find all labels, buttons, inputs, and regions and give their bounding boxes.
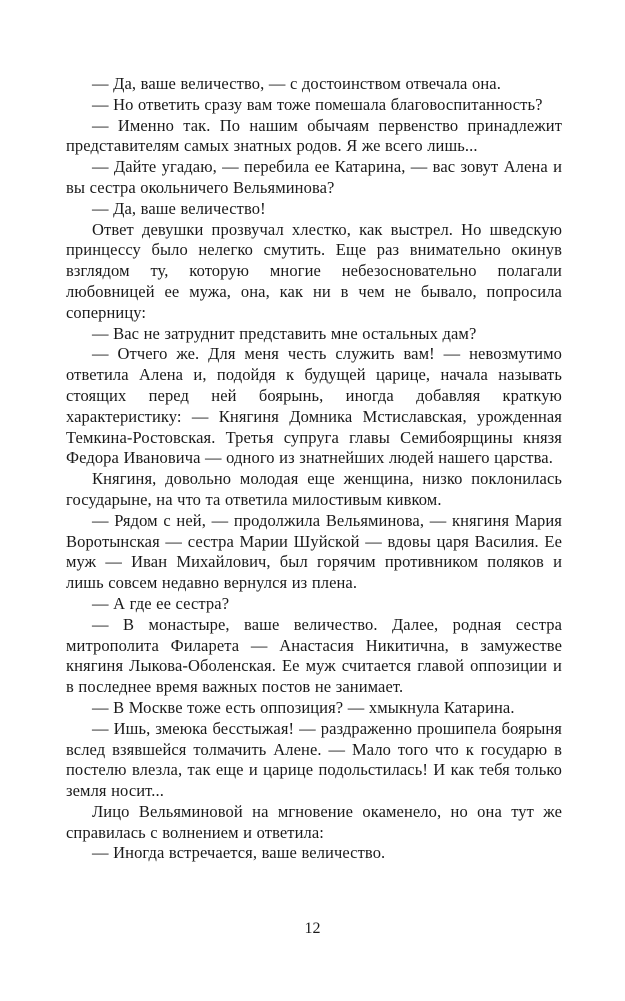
paragraph: — В монастыре, ваше величество. Далее, родная сестра митрополита Филарета — Анастасия Никитична, в замужестве княгиня Лыкова-Оболенская. Ее муж считается главой оппозиции и в последнее время важных постов не занимает. [66,614,562,697]
paragraph: — Иногда встречается, ваше величество. [92,843,386,863]
paragraph: — Ишь, змеюка бесстыжая! — раздраженно прошипела боярыня вслед взявшейся толмачить Алене. — Мало того что к государю в постелю влезла, так еще и царице подольстилась! И как тебя только земля носит... [66,718,562,801]
paragraph: — Дайте угадаю, — перебила ее Катарина, — вас зовут Алена и вы сестра окольничего Вельяминова? [66,157,562,197]
paragraph: — А где ее сестра? [92,593,230,613]
page-number: 12 [304,920,321,937]
paragraph: — В Москве тоже есть оппозиция? — хмыкнула Катарина. [92,697,515,717]
paragraph: — Да, ваше величество! [92,198,266,218]
paragraph: Княгиня, довольно молодая еще женщина, низко поклонилась государыне, на что та ответила милостивым кивком. [66,469,562,509]
paragraph: — Отчего же. Для меня честь служить вам! — невозмутимо ответила Алена и, подойдя к будущей царице, начала называть стоящих перед ней боярынь, иногда добавляя краткую характеристику: — Княгиня Домника Мстиславская, урожденная Темкина-Ростовская. Третья супруга главы Семибоярщины князя Федора Ивановича — одного из знатнейших людей нашего царства. [66,344,562,468]
paragraph: — Да, ваше величество, — с достоинством отвечала она. [92,74,501,93]
paragraph: — Но ответить сразу вам тоже помешала благовоспитанность? [92,94,543,114]
paragraph: — Именно так. По нашим обычаям первенство принадлежит представителям самых знатных родов. Я же всего лишь... [66,115,562,156]
page-text-block [66,74,562,864]
paragraph: — Рядом с ней, — продолжила Вельяминова, — княгиня Мария Воротынская — сестра Марии Шуйской — вдовы царя Василия. Ее муж — Иван Михайлович, был горячим противником поляков и лишь совсем недавно вернулся из плена. [66,510,562,593]
paragraph: Лицо Вельяминовой на мгновение окаменело, но она тут же справилась с волнением и ответила: [66,801,562,842]
paragraph: Ответ девушки прозвучал хлестко, как выстрел. Но шведскую принцессу было нелегко смутить. Еще раз внимательно окинув взглядом ту, которую многие небезосновательно полагали любовницей ее мужа, она, как ни в чем не бывало, попросила соперницу: [66,219,562,322]
paragraph: — Вас не затруднит представить мне остальных дам? [92,323,477,343]
